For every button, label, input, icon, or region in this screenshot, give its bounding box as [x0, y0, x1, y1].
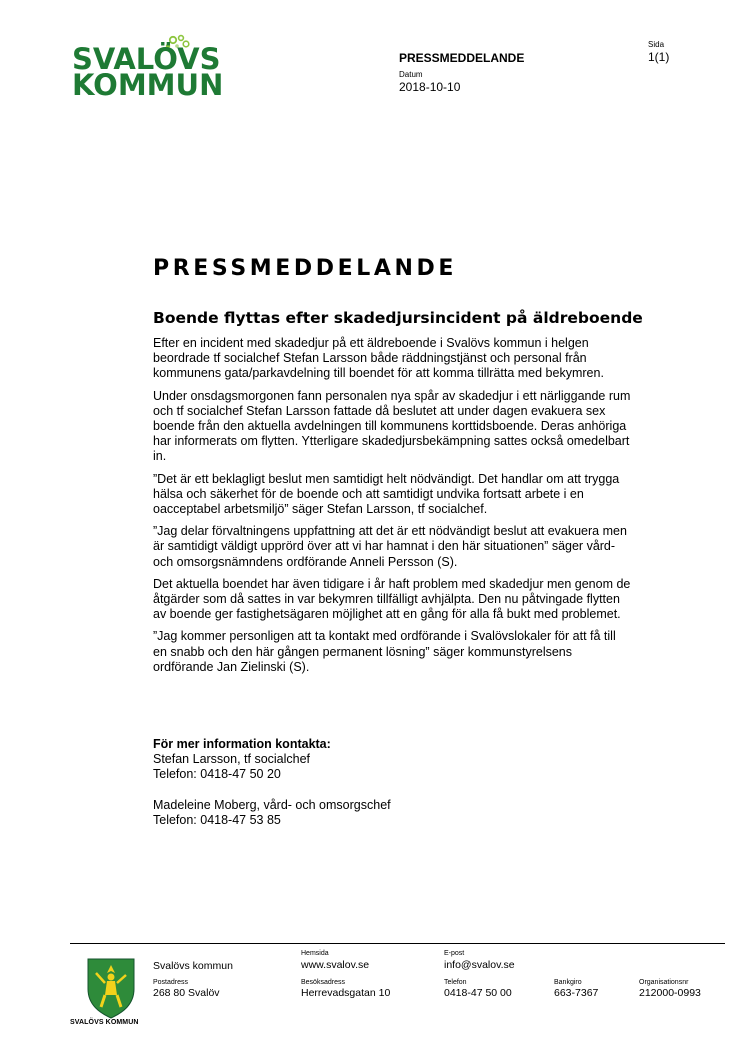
footer-email[interactable]: info@svalov.se	[444, 959, 515, 971]
page-title: PRESSMEDDELANDE	[153, 256, 458, 281]
logo-line-1: SVALÖVS	[72, 42, 221, 76]
contact-person-1-phone: Telefon: 0418-47 50 20	[153, 767, 281, 782]
paragraph: Under onsdagsmorgonen fann personalen nya spår av skadedjur i ett närliggande rum och tf socialchef Stefan Larsson fattade då beslutet att under dagen evakuera sex boende från den aktuella avdelningen till kommunens korttidsboende. Deras anhöriga har informerats om flytten. Ytterligare skadedjursbekämpning sattes också omedelbart in.	[153, 388, 631, 464]
header-date: 2018-10-10	[399, 80, 461, 94]
footer-orgnr: 212000-0993	[639, 987, 701, 999]
header-doc-type: PRESSMEDDELANDE	[399, 51, 525, 65]
header-date-label: Datum	[399, 70, 423, 79]
footer-visit-label: Besöksadress	[301, 979, 345, 986]
coat-of-arms-icon	[76, 955, 146, 1027]
footer-email-label: E-post	[444, 950, 465, 957]
footer-bankgiro: 663-7367	[554, 987, 599, 999]
article-headline: Boende flyttas efter skadedjursincident på äldreboende	[153, 309, 643, 327]
footer-website-label: Hemsida	[301, 950, 329, 957]
header-page-number: 1(1)	[648, 50, 670, 64]
paragraph: Efter en incident med skadedjur på ett äldreboende i Svalövs kommun i helgen beordrade tf socialchef Stefan Larsson både räddningstjänst och personal från kommunens gata/parkavdelning till boendet för att komma tillrätta med bekymren.	[153, 336, 604, 381]
contact-heading: För mer information kontakta:	[153, 737, 331, 751]
footer-phone-label: Telefon	[444, 979, 467, 986]
contact-block	[153, 737, 391, 828]
logo-line-2: KOMMUN	[72, 68, 224, 102]
paragraph: ”Jag delar förvaltningens uppfattning att det är ett nödvändigt beslut att evakuera men är samtidigt väldigt upprörd över att vi har hamnat i den här situationen” säger vård- och omsorgsnämndens ordförande Anneli Persson (S).	[153, 524, 627, 569]
footer-postal-label: Postadress	[153, 979, 189, 986]
footer-postal-address: 268 80 Svalöv	[153, 987, 220, 999]
footer-orgnr-label: Organisationsnr	[639, 979, 689, 986]
footer-phone: 0418-47 50 00	[444, 987, 512, 999]
footer-bankgiro-label: Bankgiro	[554, 979, 582, 986]
contact-person-2-phone: Telefon: 0418-47 53 85	[153, 812, 281, 827]
paragraph: ”Jag kommer personligen att ta kontakt med ordförande i Svalövslokaler för att få till en snabb och den här gången permanent lösning” säger kommunstyrelsens ordförande Jan Zielinski (S).	[153, 629, 616, 674]
paragraph: Det aktuella boendet har även tidigare i år haft problem med skadedjur men genom de åtgärder som då sattes in var bekymren tillfälligt avhjälpta. Den nu påtvingade flytten av boende ger fastighetsägaren möjlighet att en gång för alla få bukt med problemet.	[153, 576, 631, 622]
paragraph: ”Det är ett beklagligt beslut men samtidigt helt nödvändigt. Det handlar om att trygga hälsa och säkerhet för de boende och att samtidigt undvika fortsatt arbete i en oacceptabel arbetsmiljö” säger Stefan Larsson, tf socialchef.	[153, 471, 620, 517]
kommun-logo	[72, 36, 242, 106]
contact-person-1-name: Stefan Larsson, tf socialchef	[153, 752, 311, 767]
footer-website[interactable]: www.svalov.se	[301, 959, 370, 971]
footer-org-name: Svalövs kommun	[153, 960, 233, 972]
footer-visit-address: Herrevadsgatan 10	[301, 987, 391, 999]
article-body	[153, 336, 633, 682]
crest-caption: SVALÖVS KOMMUN	[70, 1019, 139, 1026]
contact-person-2-name: Madeleine Moberg, vård- och omsorgschef	[153, 797, 391, 812]
header-page-label: Sida	[648, 40, 665, 49]
footer-divider	[70, 943, 725, 944]
